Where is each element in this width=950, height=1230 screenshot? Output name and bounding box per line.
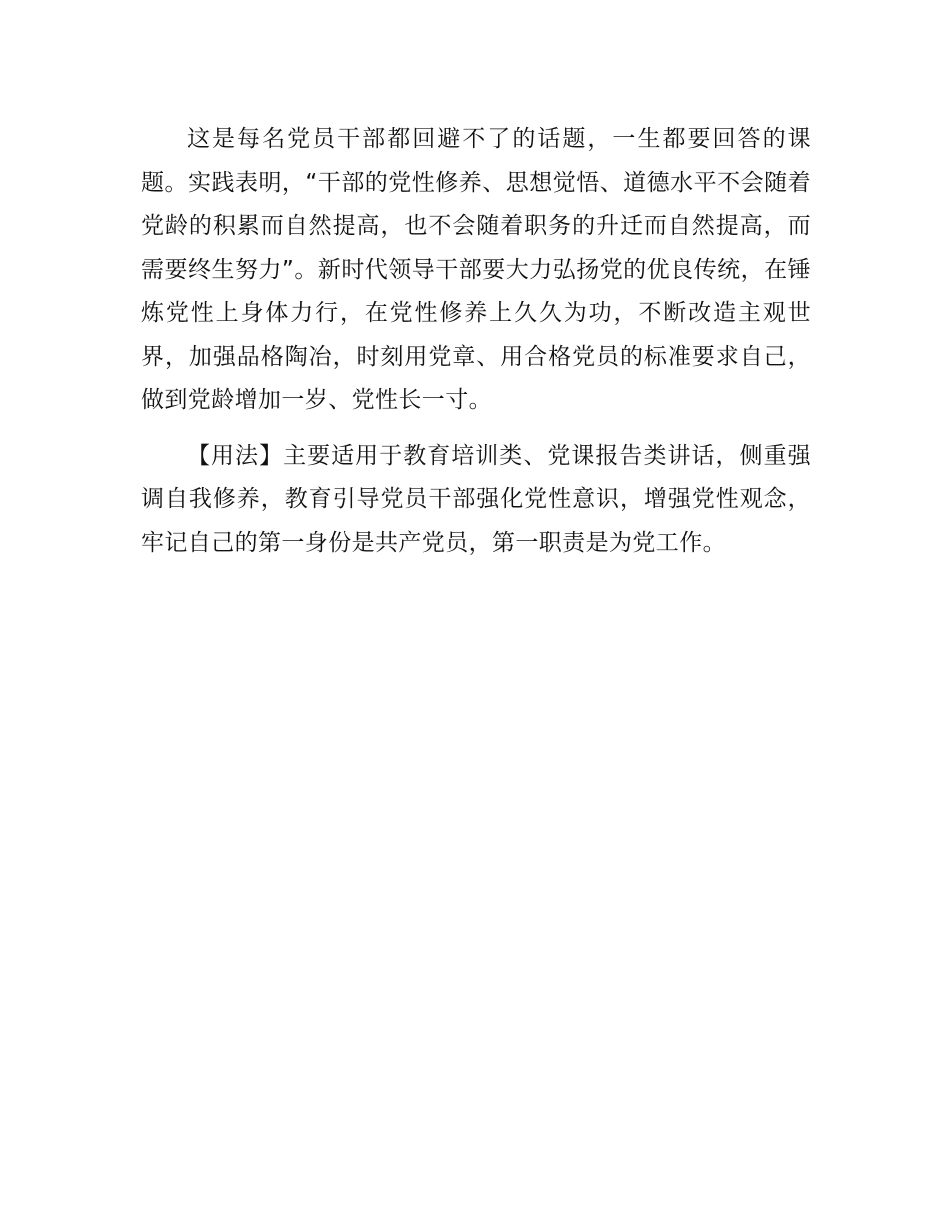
body-paragraph-1: 这是每名党员干部都回避不了的话题，一生都要回答的课题。实践表明，“干部的党性修养、思想觉悟、道德水平不会随着党龄的积累而自然提高，也不会随着职务的升迁而自然提高，而需要终生努力”。新时代领导干部要大力弘扬党的优良传统，在锤炼党性上身体力行，在党性修养上久久为功，不断改造主观世界，加强品格陶冶，时刻用党章、用合格党员的标准要求自己，做到党龄增加一岁、党性长一寸。	[141, 126, 811, 413]
usage-paragraph: 【用法】主要适用于教育培训类、党课报告类讲话，侧重强调自我修养，教育引导党员干部强化党性意识，增强党性观念，牢记自己的第一身份是共产党员，第一职责是为党工作。	[141, 442, 811, 556]
document-body	[141, 118, 811, 577]
